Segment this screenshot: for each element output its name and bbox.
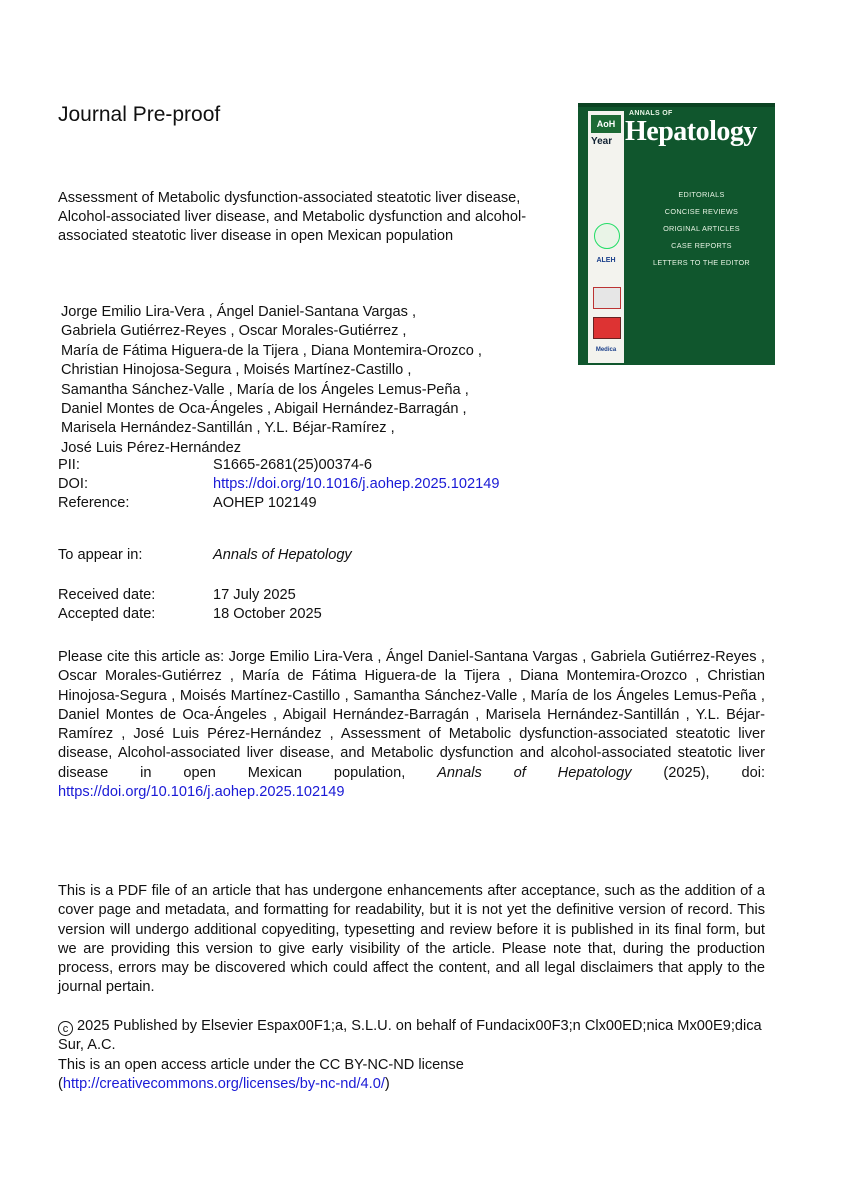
accepted-date-label: Accepted date: xyxy=(58,606,156,622)
article-title: Assessment of Metabolic dysfunction-associated steatotic liver disease, Alcohol-associated liver disease, and Metabolic dysfunction and alcohol-associated steatotic liver disease in open Mexican population xyxy=(58,190,527,244)
pii-value: S1665-2681(25)00374-6 xyxy=(213,457,373,473)
appear-in-journal: Annals of Hepatology xyxy=(213,547,352,563)
society-seal-icon xyxy=(594,223,620,249)
cover-section: CONCISE REVIEWS xyxy=(664,207,739,216)
accepted-date-value: 18 October 2025 xyxy=(213,606,322,622)
author-line: Gabriela Gutiérrez-Reyes , Oscar Morales-Gutiérrez , xyxy=(61,323,407,340)
copyright-text: 2025 Published by Elsevier Espax00F1;a, S.L.U. on behalf of Fundacix00F3;n Clx00ED;nica Mx00E9;dica Sur, A.C. xyxy=(58,1018,762,1054)
aleh-logo: ALEH xyxy=(596,257,616,264)
citation-doi-link[interactable]: https://doi.org/10.1016/j.aohep.2025.102149 xyxy=(58,784,345,801)
cover-year: Year xyxy=(591,136,613,147)
open-paren: ( xyxy=(58,1075,63,1092)
cover-section: LETTERS TO THE EDITOR xyxy=(653,258,750,267)
journal-cover xyxy=(578,103,775,365)
aoh-logo-icon: AoH xyxy=(591,115,621,133)
appear-in-label: To appear in: xyxy=(58,547,143,563)
author-list xyxy=(61,303,561,458)
cover-journal-name: Hepatology xyxy=(625,116,757,147)
author-line: Marisela Hernández-Santillán , Y.L. Béjar-Ramírez , xyxy=(61,420,395,437)
doi-label: DOI: xyxy=(58,476,88,492)
reference-label: Reference: xyxy=(58,495,130,511)
received-date-value: 17 July 2025 xyxy=(213,587,296,603)
pii-label: PII: xyxy=(58,457,80,473)
license-url-line xyxy=(58,1075,765,1094)
copyright-icon: c xyxy=(58,1021,73,1036)
cover-section: ORIGINAL ARTICLES xyxy=(663,224,740,233)
cover-sidebar xyxy=(588,111,624,363)
copyright-line xyxy=(58,1017,765,1056)
author-line: Christian Hinojosa-Segura , Moisés Martínez-Castillo , xyxy=(61,362,412,379)
citation-paragraph xyxy=(58,648,765,802)
author-line: María de Fátima Higuera-de la Tijera , Diana Montemira-Orozco , xyxy=(61,342,482,359)
society-badge-red-icon xyxy=(593,317,621,339)
citation-year: (2025), doi: xyxy=(631,764,765,781)
close-paren: ) xyxy=(384,1075,390,1092)
license-block xyxy=(58,1017,765,1094)
author-line: Jorge Emilio Lira-Vera , Ángel Daniel-Santana Vargas , xyxy=(61,304,417,320)
license-link[interactable]: http://creativecommons.org/licenses/by-nc-nd/4.0/ xyxy=(62,1075,385,1092)
preproof-notice: This is a PDF file of an article that has undergone enhancements after acceptance, such as the addition of a cover page and metadata, and formatting for readability, but it is not yet the definitive version of record. This version will undergo additional copyediting, typesetting and review before it is published in its final form, but we are providing this version to give early visibility of the article. Please note that, during the production process, errors may be discovered which could affect the content, and all legal disclaimers that apply to the journal pertain. xyxy=(58,883,765,996)
doi-link[interactable]: https://doi.org/10.1016/j.aohep.2025.102149 xyxy=(213,476,500,492)
author-line: Daniel Montes de Oca-Ángeles , Abigail Hernández-Barragán , xyxy=(61,401,467,418)
cover-annals-of: ANNALS OF xyxy=(629,110,673,117)
medica-logo: Medica xyxy=(595,347,617,353)
cover-section: EDITORIALS xyxy=(678,190,725,199)
society-badge-icon xyxy=(593,287,621,309)
journal-pre-proof-label: Journal Pre-proof xyxy=(58,103,221,126)
cover-top-strip xyxy=(578,103,775,107)
author-line: Samantha Sánchez-Valle , María de los Ángeles Lemus-Peña , xyxy=(61,381,469,398)
received-date-label: Received date: xyxy=(58,587,156,603)
citation-text: Please cite this article as: Jorge Emilio Lira-Vera , Ángel Daniel-Santana Vargas , Gabriela Gutiérrez-Reyes , Oscar Morales-Gutiérrez , María de Fátima Higuera-de la Tijera , Diana Montemira-Orozco , Christian Hinojosa-Segura , Moisés Martínez-Castillo , Samantha Sánchez-Valle , María de los Ángeles Lemus-Peña , Daniel Montes de Oca-Ángeles , Abigail Hernández-Barragán , Marisela Hernández-Santillán , Y.L. Béjar-Ramírez , José Luis Pérez-Hernández , Assessment of Metabolic dysfunction-associated steatotic liver disease, Alcohol-associated liver disease, and Metabolic dysfunction and alcohol-associated steatotic liver disease in open Mexican population, xyxy=(58,649,765,781)
reference-value: AOHEP 102149 xyxy=(213,495,317,511)
open-access-statement: This is an open access article under the CC BY-NC-ND license xyxy=(58,1056,464,1073)
citation-journal: Annals of Hepatology xyxy=(437,764,632,781)
author-line: José Luis Pérez-Hernández xyxy=(61,439,242,456)
cover-section-list xyxy=(628,186,775,271)
cover-section: CASE REPORTS xyxy=(671,241,732,250)
